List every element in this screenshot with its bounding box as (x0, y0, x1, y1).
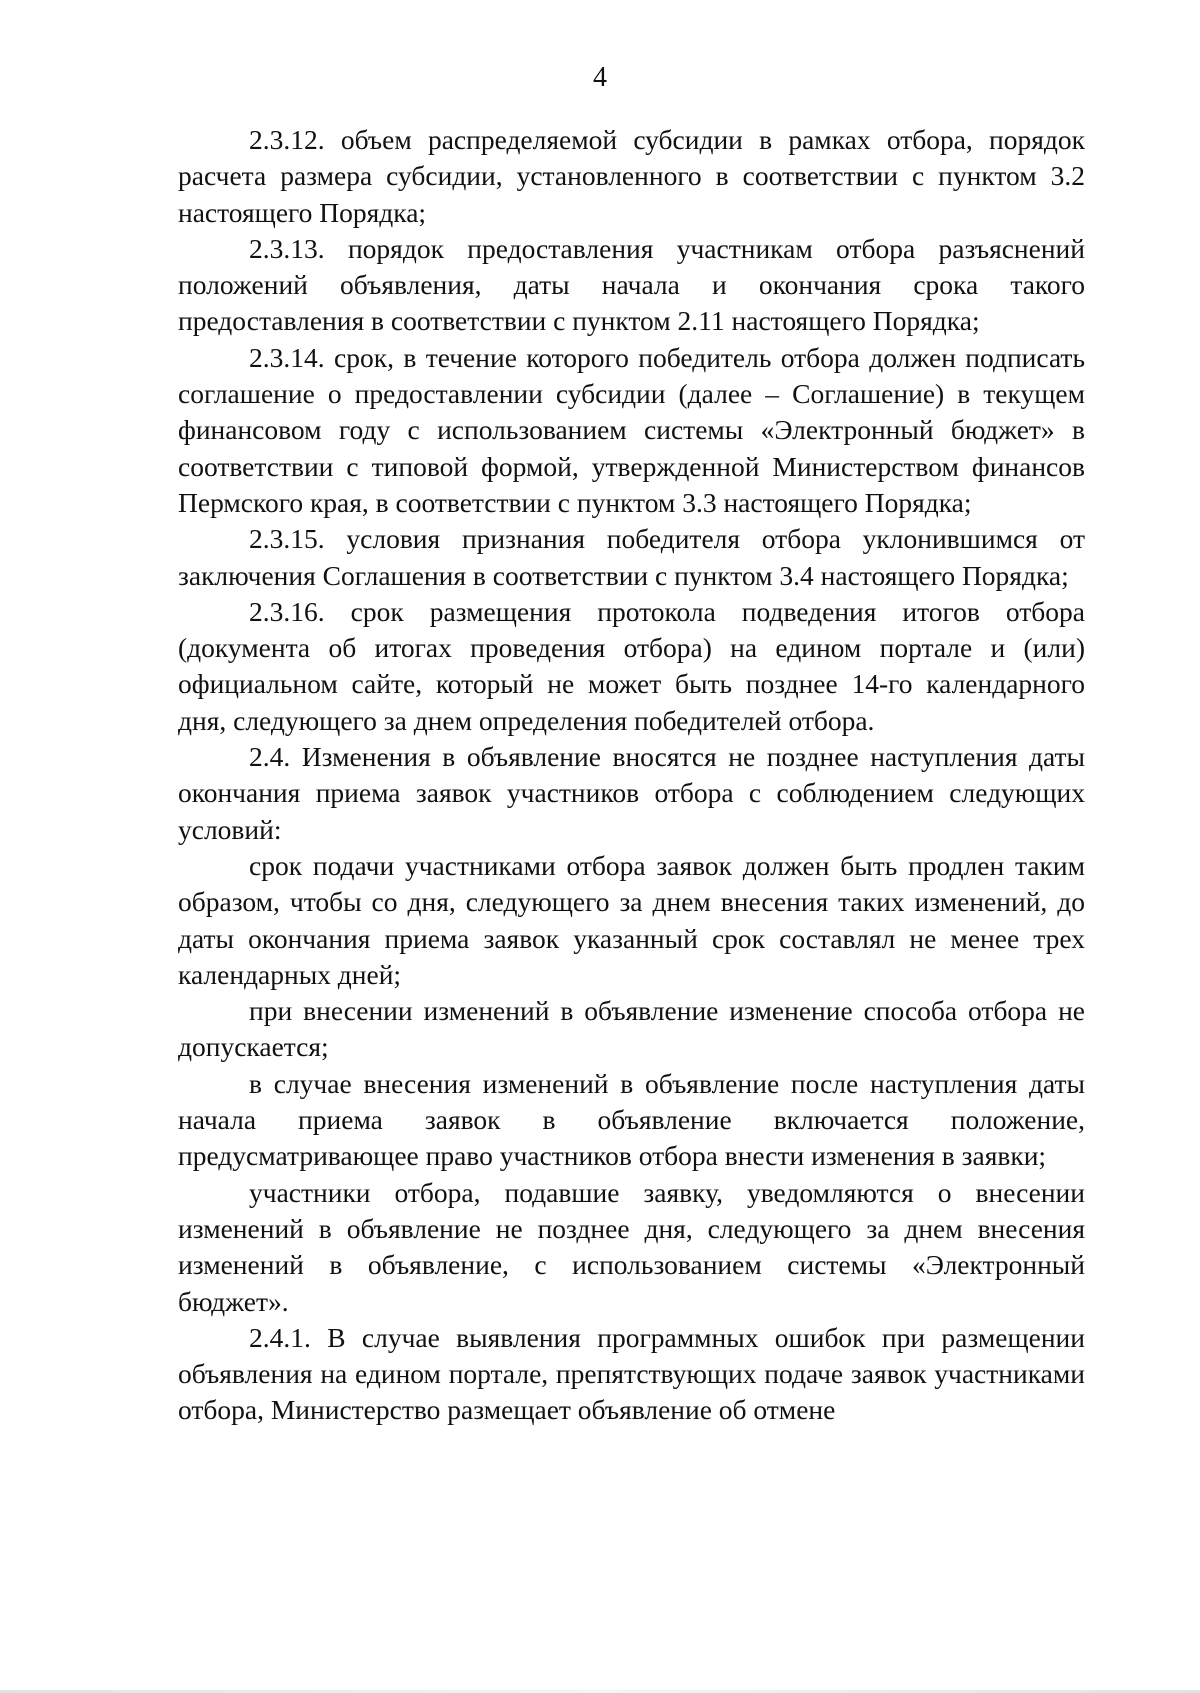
paragraph-2-4-condition-3: в случае внесения изменений в объявление после наступления даты начала приема заявок в объявление включается положение, предусматривающее право участников отбора внести изменения в заявки; (178, 1067, 1085, 1172)
paragraph-2-4-condition-2: при внесении изменений в объявление изменение способа отбора не допускается; (178, 995, 1085, 1063)
page-number: 4 (593, 62, 607, 93)
paragraph-2-3-14: 2.3.14. срок, в течение которого победитель отбора должен подписать соглашение о предоставлении субсидии (далее – Соглашение) в текущем финансовом году с использованием системы «Электронный бюджет» в соответствии с типовой формой, утвержденной Министерством финансов Пермского края, в соответствии с пунктом 3.3 настоящего Порядка; (178, 341, 1085, 518)
paragraph-2-3-13: 2.3.13. порядок предоставления участникам отбора разъяснений положений объявления, даты начала и окончания срока такого предоставления в соответствии с пунктом 2.11 настоящего Порядка; (178, 232, 1085, 337)
paragraph-2-4: 2.4. Изменения в объявление вносятся не позднее наступления даты окончания приема заявок участников отбора с соблюдением следующих условий: (178, 741, 1085, 845)
paragraph-2-4-condition-1: срок подачи участниками отбора заявок должен быть продлен таким образом, чтобы со дня, следующего за днем внесения таких изменений, до даты окончания приема заявок указанный срок составлял не менее трех календарных дней; (178, 849, 1085, 990)
document-body (178, 122, 1085, 1429)
paragraph-2-3-15: 2.3.15. условия признания победителя отбора уклонившимся от заключения Соглашения в соответствии с пунктом 3.4 настоящего Порядка; (178, 523, 1085, 591)
paragraph-2-4-condition-4: участники отбора, подавшие заявку, уведомляются о внесении изменений в объявление не позднее дня, следующего за днем внесения изменений в объявление, с использованием системы «Электронный бюджет». (178, 1176, 1085, 1317)
paragraph-2-4-1: 2.4.1. В случае выявления программных ошибок при размещении объявления на едином портале, препятствующих подаче заявок участниками отбора, Министерство размещает объявление об отмене (178, 1321, 1085, 1426)
paragraph-2-3-16: 2.3.16. срок размещения протокола подведения итогов отбора (документа об итогах проведения отбора) на едином портале и (или) официальном сайте, который не может быть позднее 14-го календарного дня, следующего за днем определения победителей отбора. (178, 595, 1085, 736)
paragraph-2-3-12: 2.3.12. объем распределяемой субсидии в рамках отбора, порядок расчета размера субсидии, установленного в соответствии с пунктом 3.2 настоящего Порядка; (178, 124, 1085, 228)
